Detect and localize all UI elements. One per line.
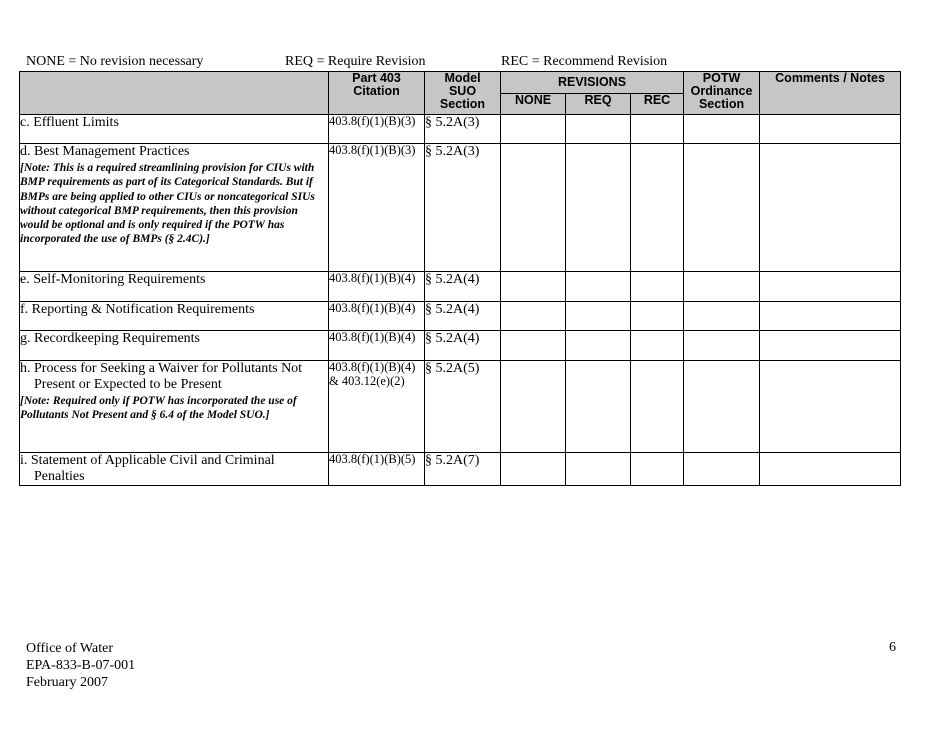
- row-item-label: i. Statement of Applicable Civil and Criminal Penalties: [20, 453, 275, 484]
- rec-cell[interactable]: [631, 115, 684, 144]
- row-item-label: f. Reporting & Notification Requirements: [20, 302, 255, 317]
- model-suo-header-line2: SUO: [448, 84, 477, 98]
- table-row: [20, 302, 901, 331]
- footer-date: February 2007: [26, 675, 109, 690]
- table-row: [20, 361, 901, 453]
- comments-cell[interactable]: [760, 302, 901, 331]
- potw-section-cell[interactable]: [684, 272, 760, 302]
- table-row: [20, 115, 901, 144]
- row-item-label: e. Self-Monitoring Requirements: [20, 272, 206, 287]
- potw-header-line1: POTW: [702, 71, 741, 85]
- legend-rec: REC = Recommend Revision: [501, 54, 668, 69]
- row-section: § 5.2A(5): [425, 361, 501, 453]
- comments-cell[interactable]: [760, 331, 901, 361]
- row-citation: 403.8(f)(1)(B)(3): [329, 144, 425, 272]
- rec-header: REC: [631, 94, 684, 115]
- none-cell[interactable]: [501, 453, 566, 486]
- comments-cell[interactable]: [760, 453, 901, 486]
- none-cell[interactable]: [501, 272, 566, 302]
- potw-section-cell[interactable]: [684, 331, 760, 361]
- potw-section-cell[interactable]: [684, 302, 760, 331]
- potw-section-cell[interactable]: [684, 453, 760, 486]
- none-cell[interactable]: [501, 144, 566, 272]
- revisions-header: REVISIONS: [501, 72, 684, 94]
- req-header: REQ: [566, 94, 631, 115]
- req-cell[interactable]: [566, 453, 631, 486]
- none-cell[interactable]: [501, 361, 566, 453]
- revision-checklist-table: [19, 71, 901, 486]
- potw-section-cell[interactable]: [684, 115, 760, 144]
- rec-cell[interactable]: [631, 302, 684, 331]
- table-row: [20, 331, 901, 361]
- row-item-label: h. Process for Seeking a Waiver for Pollutants Not Present or Expected to be Present: [20, 361, 303, 392]
- row-section: § 5.2A(4): [425, 272, 501, 302]
- row-section: § 5.2A(4): [425, 302, 501, 331]
- row-citation: 403.8(f)(1)(B)(4): [329, 302, 425, 331]
- table-row: [20, 272, 901, 302]
- page-number: 6: [889, 640, 896, 655]
- rec-cell[interactable]: [631, 331, 684, 361]
- req-cell[interactable]: [566, 302, 631, 331]
- model-suo-header-line1: Model: [444, 71, 481, 85]
- potw-section-cell[interactable]: [684, 361, 760, 453]
- req-cell[interactable]: [566, 115, 631, 144]
- potw-section-cell[interactable]: [684, 144, 760, 272]
- row-item-label: g. Recordkeeping Requirements: [20, 331, 201, 346]
- footer-office: Office of Water: [26, 641, 113, 656]
- rec-cell[interactable]: [631, 361, 684, 453]
- table-row: [20, 453, 901, 486]
- rec-cell[interactable]: [631, 272, 684, 302]
- row-citation: 403.8(f)(1)(B)(4): [329, 272, 425, 302]
- row-item-label: d. Best Management Practices: [20, 144, 190, 159]
- row-section: § 5.2A(4): [425, 331, 501, 361]
- legend-none: NONE = No revision necessary: [26, 54, 204, 69]
- row-citation: 403.8(f)(1)(B)(4) & 403.12(e)(2): [329, 361, 425, 453]
- none-header: NONE: [501, 94, 566, 115]
- req-cell[interactable]: [566, 331, 631, 361]
- none-cell[interactable]: [501, 302, 566, 331]
- row-citation: 403.8(f)(1)(B)(5): [329, 453, 425, 486]
- legend-req: REQ = Require Revision: [285, 54, 426, 69]
- item-header: [20, 72, 329, 115]
- model-suo-header-line3: Section: [439, 97, 486, 111]
- row-section: § 5.2A(3): [425, 115, 501, 144]
- row-item-label: c. Effluent Limits: [20, 115, 119, 130]
- req-cell[interactable]: [566, 144, 631, 272]
- document-footer: [26, 640, 135, 691]
- row-citation: 403.8(f)(1)(B)(4): [329, 331, 425, 361]
- potw-header-line3: Section: [698, 97, 745, 111]
- row-citation: 403.8(f)(1)(B)(3): [329, 115, 425, 144]
- model-suo-header: [425, 72, 501, 115]
- rec-cell[interactable]: [631, 453, 684, 486]
- comments-header: Comments / Notes: [760, 72, 901, 115]
- req-cell[interactable]: [566, 361, 631, 453]
- row-note: [Note: This is a required streamlining provision for CIUs with BMP requirements as part of its Categorical Standards. But if BMPs are being applied to other CIUs or noncategorical SIUs without categorical BMP requirements, then this provision would be optional and is only required if the POTW has incorporated the use of BMPs (§ 2.4C).]: [20, 162, 315, 246]
- comments-cell[interactable]: [760, 361, 901, 453]
- row-section: § 5.2A(7): [425, 453, 501, 486]
- row-note: [Note: Required only if POTW has incorporated the use of Pollutants Not Present and § 6.4 of the Model SUO.]: [20, 395, 297, 422]
- comments-cell[interactable]: [760, 115, 901, 144]
- potw-header-line2: Ordinance: [690, 84, 753, 98]
- citation-header: Part 403 Citation: [329, 72, 425, 115]
- table-row: [20, 144, 901, 272]
- row-section: § 5.2A(3): [425, 144, 501, 272]
- comments-cell[interactable]: [760, 272, 901, 302]
- potw-header: [684, 72, 760, 115]
- none-cell[interactable]: [501, 115, 566, 144]
- req-cell[interactable]: [566, 272, 631, 302]
- rec-cell[interactable]: [631, 144, 684, 272]
- footer-doc-number: EPA-833-B-07-001: [26, 658, 136, 673]
- comments-cell[interactable]: [760, 144, 901, 272]
- none-cell[interactable]: [501, 331, 566, 361]
